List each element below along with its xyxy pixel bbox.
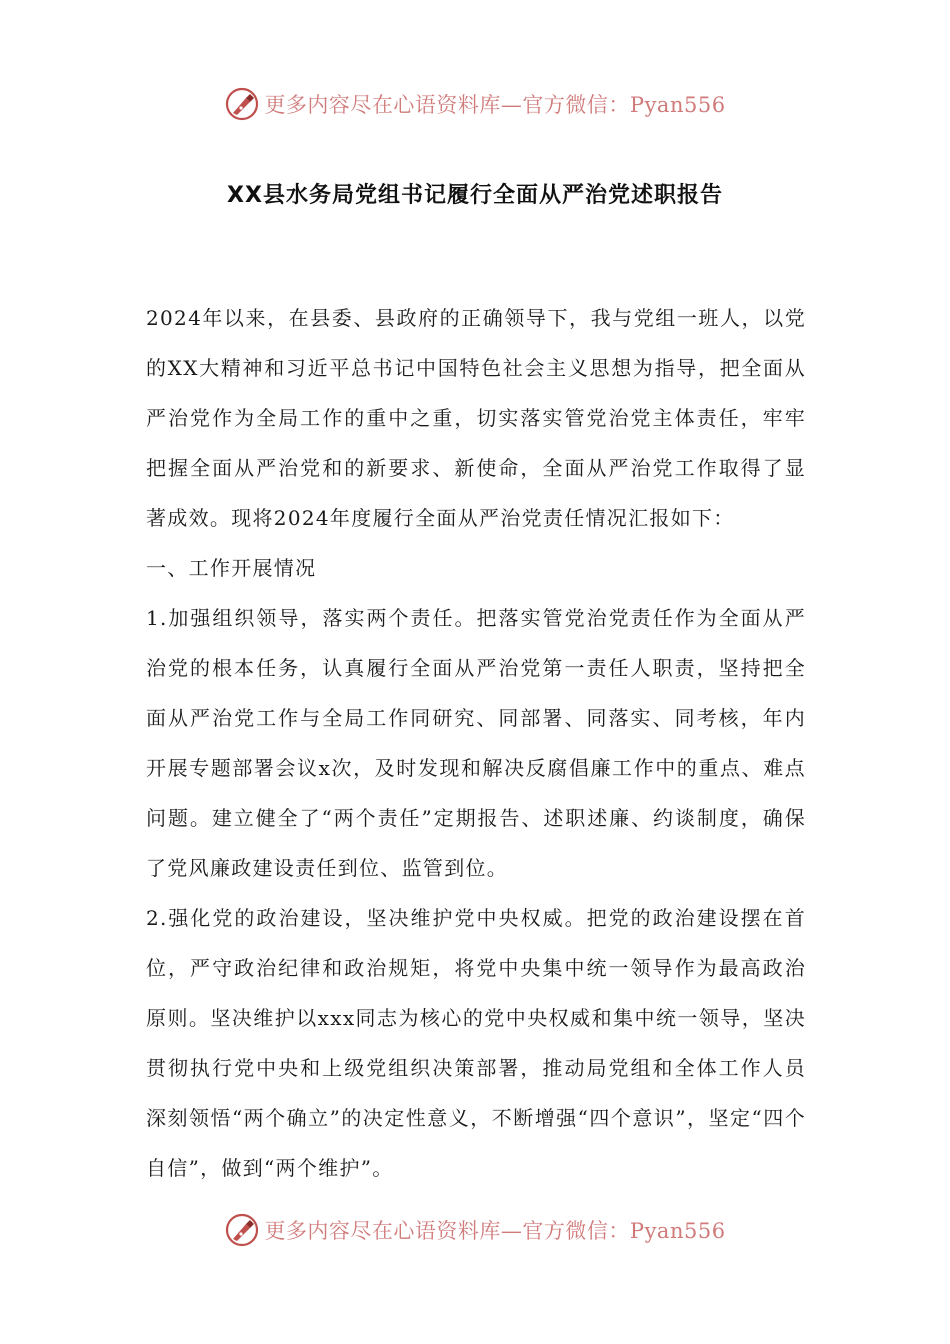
paragraph-item-1: 1.加强组织领导，落实两个责任。把落实管党治党责任作为全面从严治党的根本任务，认真履行全面从严治党第一责任人职责，坚持把全面从严治党工作与全局工作同研究、同部署、同落实、同考核，年内开展专题部署会议x次，及时发现和解决反腐倡廉工作中的重点、难点问题。建立健全了“两个责任”定期报告、述职述廉、约谈制度，确保了党风廉政建设责任到位、监管到位。 bbox=[146, 606, 806, 880]
header-watermark bbox=[0, 84, 950, 124]
pen-nib-circle-icon bbox=[224, 86, 260, 122]
document-title: XX县水务局党组书记履行全面从严治党述职报告 bbox=[227, 183, 723, 208]
watermark-text: 更多内容尽在心语资料库—官方微信：Pyan556 bbox=[264, 1219, 726, 1243]
section-heading: 一、工作开展情况 bbox=[146, 556, 317, 580]
pen-nib-circle-icon bbox=[224, 1212, 260, 1248]
watermark-text: 更多内容尽在心语资料库—官方微信：Pyan556 bbox=[264, 93, 726, 117]
document-body bbox=[146, 293, 806, 1193]
footer-watermark bbox=[0, 1210, 950, 1250]
paragraph-intro: 2024年以来，在县委、县政府的正确领导下，我与党组一班人，以党的XX大精神和习近平总书记中国特色社会主义思想为指导，把全面从严治党作为全局工作的重中之重，切实落实管党治党主体责任，牢牢把握全面从严治党和的新要求、新使命，全面从严治党工作取得了显著成效。现将2024年度履行全面从严治党责任情况汇报如下： bbox=[146, 306, 806, 530]
paragraph-item-2: 2.强化党的政治建设，坚决维护党中央权威。把党的政治建设摆在首位，严守政治纪律和政治规矩，将党中央集中统一领导作为最高政治原则。坚决维护以xxx同志为核心的党中央权威和集中统一领导，坚决贯彻执行党中央和上级党组织决策部署，推动局党组和全体工作人员深刻领悟“两个确立”的决定性意义，不断增强“四个意识”，坚定“四个自信”，做到“两个维护”。 bbox=[146, 906, 806, 1180]
